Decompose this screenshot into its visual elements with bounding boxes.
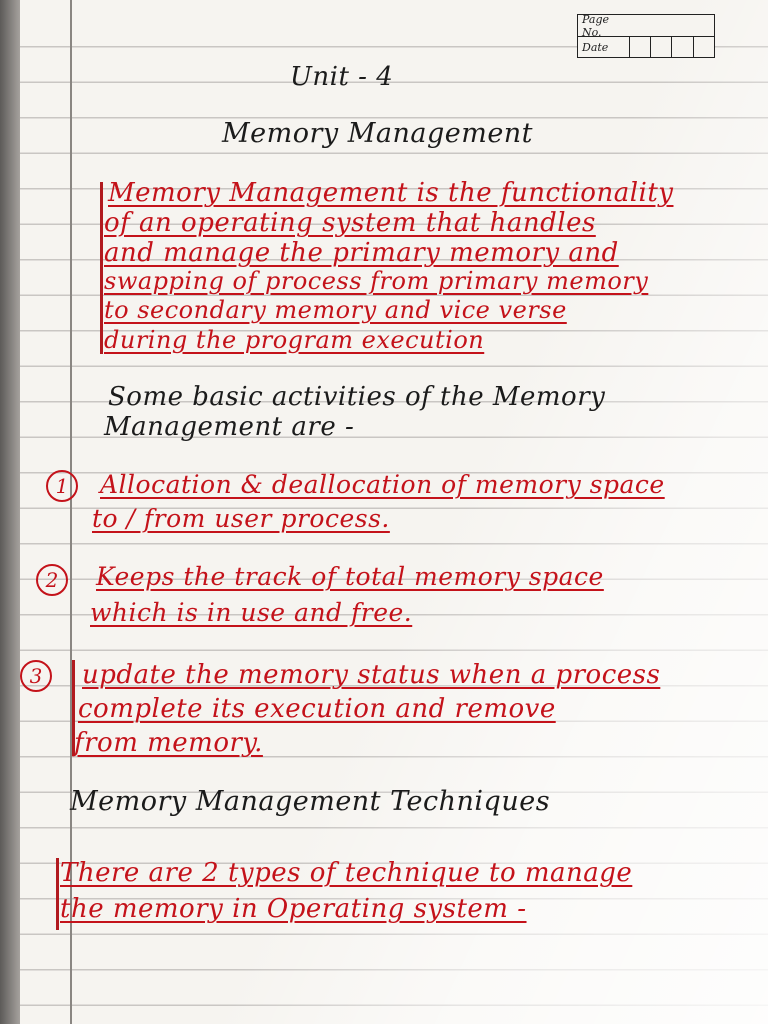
activities-heading-line: Some basic activities of the Memory xyxy=(108,382,606,412)
page-title: Memory Management xyxy=(222,118,534,149)
activity-line: Allocation & deallocation of memory space xyxy=(100,470,665,499)
activity-line: from memory. xyxy=(74,728,263,758)
list-number: 2 xyxy=(36,564,68,596)
techniques-heading: Memory Management Techniques xyxy=(70,786,551,817)
techniques-line: There are 2 types of technique to manage xyxy=(60,858,633,888)
definition-line: swapping of process from primary memory xyxy=(104,267,649,295)
definition-line: to secondary memory and vice verse xyxy=(104,296,567,324)
activity-line: which is in use and free. xyxy=(90,598,413,627)
date-label: Date xyxy=(582,41,609,54)
definition-line: and manage the primary memory and xyxy=(104,238,619,268)
page-no-label: Page No. xyxy=(582,12,610,39)
page-binding xyxy=(0,0,20,1024)
definition-bar xyxy=(100,182,103,354)
activity-line: Keeps the track of total memory space xyxy=(96,562,604,591)
list-number: 3 xyxy=(20,660,52,692)
techniques-line: the memory in Operating system - xyxy=(60,894,527,924)
activity-line: update the memory status when a process xyxy=(82,660,661,690)
activity-line: complete its execution and remove xyxy=(78,694,556,724)
definition-line: of an operating system that handles xyxy=(104,208,596,238)
definition-line: during the program execution xyxy=(104,326,485,354)
unit-title: Unit - 4 xyxy=(290,62,394,92)
techniques-bar xyxy=(56,858,59,930)
page-date-box xyxy=(577,14,715,58)
activity-line: to / from user process. xyxy=(92,504,390,533)
list-number: 1 xyxy=(46,470,78,502)
activities-heading-line: Management are - xyxy=(104,412,355,442)
definition-line: Memory Management is the functionality xyxy=(108,178,674,208)
